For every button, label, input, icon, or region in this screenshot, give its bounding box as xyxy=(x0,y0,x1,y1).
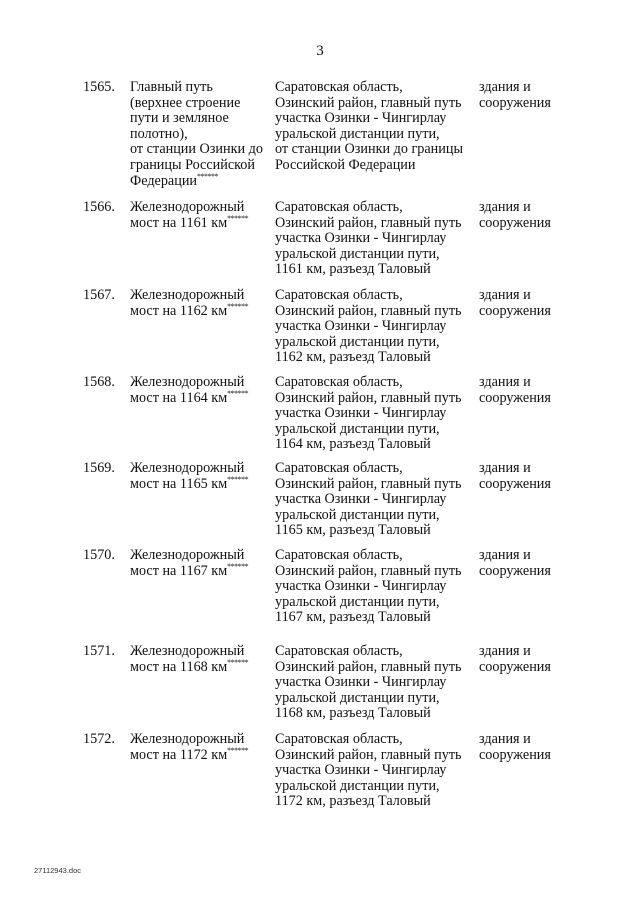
entry-type-line: здания и xyxy=(479,643,531,659)
entry-address-line: 1168 км, разъезд Таловый xyxy=(275,705,431,722)
footnote-marker: ****** xyxy=(197,171,219,181)
entry-type-line: здания и xyxy=(479,460,531,476)
entry-name-text: мост на 1172 км xyxy=(130,746,228,763)
entry-address-line: уральской дистанции пути, xyxy=(275,333,440,350)
entry-number: 1568. xyxy=(83,374,115,390)
entry-address-line: Озинский район, главный путь xyxy=(275,94,462,111)
entry-address-line: Саратовская область, xyxy=(275,287,403,303)
entry-address-line: 1172 км, разъезд Таловый xyxy=(275,793,431,810)
entry-address-line: Озинский район, главный путь xyxy=(275,214,462,231)
entry-name-line xyxy=(130,745,249,764)
entry-address-line: Саратовская область, xyxy=(275,374,403,390)
entry-address xyxy=(275,80,463,174)
entry-name xyxy=(130,288,248,319)
entry-name-line xyxy=(130,657,249,676)
page-number: 3 xyxy=(316,43,324,59)
entry-address-line: Озинский район, главный путь xyxy=(275,389,462,406)
entry-address-line: участка Озинки - Чингирлау xyxy=(275,110,447,127)
entry-name-text: Железнодорожный xyxy=(130,731,245,747)
entry-type-line: здания и xyxy=(479,547,531,563)
entry-address-line: Саратовская область, xyxy=(275,199,403,215)
entry-address-line: уральской дистанции пути, xyxy=(275,593,440,610)
entry-number: 1572. xyxy=(83,731,115,747)
entry-name-text: Федерации xyxy=(130,172,198,189)
entry-type-line: сооружения xyxy=(479,302,551,319)
entry-type-line: здания и xyxy=(479,287,531,303)
entry-type-line: сооружения xyxy=(479,658,551,675)
entry-address-line: Озинский район, главный путь xyxy=(275,475,462,492)
entry-address-line: участка Озинки - Чингирлау xyxy=(275,674,447,691)
entry-name-text: Железнодорожный xyxy=(130,199,245,215)
entry-type-line: здания и xyxy=(479,374,531,390)
entry-address xyxy=(275,461,462,539)
entry-name-text: Железнодорожный xyxy=(130,643,245,659)
entry-name-text: Железнодорожный xyxy=(130,287,245,303)
entry-name-text: от станции Озинки до xyxy=(130,141,263,158)
footnote-marker: ****** xyxy=(227,745,249,755)
entry-address-line: Озинский район, главный путь xyxy=(275,562,462,579)
entry-name-line xyxy=(130,142,263,158)
entry-type-line: сооружения xyxy=(479,562,551,579)
entry-address-line: участка Озинки - Чингирлау xyxy=(275,491,447,508)
entry-name-text: Железнодорожный xyxy=(130,547,245,563)
entry-type xyxy=(479,375,551,406)
entry-address-line: Саратовская область, xyxy=(275,460,403,476)
entry-address xyxy=(275,548,462,626)
entry-address-line: уральской дистанции пути, xyxy=(275,506,440,523)
entry-address-line: участка Озинки - Чингирлау xyxy=(275,578,447,595)
entry-address-line: 1167 км, разъезд Таловый xyxy=(275,609,431,626)
entry-name-text: пути и земляное xyxy=(130,110,229,127)
entry-address-line: участка Озинки - Чингирлау xyxy=(275,762,447,779)
entry-name xyxy=(130,80,263,189)
entry-type xyxy=(479,200,551,231)
entry-type xyxy=(479,732,551,763)
entry-name-line xyxy=(130,111,263,127)
entry-name-text: мост на 1164 км xyxy=(130,389,228,406)
entry-number: 1570. xyxy=(83,547,115,563)
entry-address-line: Озинский район, главный путь xyxy=(275,746,462,763)
document-footer: 27112943.doc xyxy=(34,866,81,875)
entry-name-line xyxy=(130,80,263,96)
entry-address-line: уральской дистанции пути, xyxy=(275,420,440,437)
entry-name xyxy=(130,644,248,675)
entry-type-line: здания и xyxy=(479,79,531,95)
entry-address-line: уральской дистанции пути, xyxy=(275,689,440,706)
entry-address-line: уральской дистанции пути, xyxy=(275,125,440,142)
entry-name-text: мост на 1165 км xyxy=(130,475,228,492)
entry-address-line: 1165 км, разъезд Таловый xyxy=(275,522,431,539)
entry-type-line: сооружения xyxy=(479,389,551,406)
entry-name-text: полотно), xyxy=(130,125,188,142)
footnote-marker: ****** xyxy=(227,301,249,311)
entry-address-line: 1162 км, разъезд Таловый xyxy=(275,349,431,366)
entry-address-line: Российской Федерации xyxy=(275,156,416,173)
entry-address xyxy=(275,288,462,366)
entry-name-line xyxy=(130,213,249,232)
entry-name-line xyxy=(130,171,263,190)
entry-name-text: Железнодорожный xyxy=(130,374,245,390)
entry-name xyxy=(130,200,248,231)
entry-name xyxy=(130,375,248,406)
entry-type-line: сооружения xyxy=(479,746,551,763)
entry-address-line: Саратовская область, xyxy=(275,547,403,563)
entry-name-line xyxy=(130,127,263,143)
entry-address-line: от станции Озинки до границы xyxy=(275,141,463,158)
entry-type-line: сооружения xyxy=(479,94,551,111)
entry-name-text: границы Российской xyxy=(130,156,255,173)
entry-address-line: уральской дистанции пути, xyxy=(275,245,440,262)
entry-type xyxy=(479,288,551,319)
entry-number: 1571. xyxy=(83,643,115,659)
entry-name-text: Железнодорожный xyxy=(130,460,245,476)
entry-address-line: Саратовская область, xyxy=(275,79,403,95)
entry-name-text: (верхнее строение xyxy=(130,94,241,111)
entry-name xyxy=(130,548,248,579)
footnote-marker: ****** xyxy=(227,213,249,223)
entry-name-text: Главный путь xyxy=(130,79,213,95)
entry-name xyxy=(130,461,248,492)
footnote-marker: ****** xyxy=(227,388,249,398)
entry-name-text: мост на 1168 км xyxy=(130,658,228,675)
entry-address-line: 1164 км, разъезд Таловый xyxy=(275,436,431,453)
entry-address-line: участка Озинки - Чингирлау xyxy=(275,405,447,422)
entry-number: 1566. xyxy=(83,199,115,215)
footnote-marker: ****** xyxy=(227,561,249,571)
entry-type xyxy=(479,644,551,675)
entry-name-line xyxy=(130,388,249,407)
entry-name xyxy=(130,732,248,763)
entry-address-line: Озинский район, главный путь xyxy=(275,302,462,319)
entry-address xyxy=(275,644,462,722)
entry-address xyxy=(275,375,462,453)
entry-name-text: мост на 1161 км xyxy=(130,214,228,231)
entry-address xyxy=(275,200,462,278)
entry-name-text: мост на 1167 км xyxy=(130,562,228,579)
entry-type-line: сооружения xyxy=(479,214,551,231)
entry-name-line xyxy=(130,96,263,112)
entry-type xyxy=(479,548,551,579)
entry-address xyxy=(275,732,462,810)
entry-name-line xyxy=(130,474,249,493)
entry-number: 1567. xyxy=(83,287,115,303)
entry-address-line: Озинский район, главный путь xyxy=(275,658,462,675)
entry-address-line: участка Озинки - Чингирлау xyxy=(275,318,447,335)
entry-name-line xyxy=(130,561,249,580)
entry-address-line: 1161 км, разъезд Таловый xyxy=(275,261,431,278)
entry-number: 1569. xyxy=(83,460,115,476)
entry-type-line: сооружения xyxy=(479,475,551,492)
entry-name-text: мост на 1162 км xyxy=(130,302,228,319)
footnote-marker: ****** xyxy=(227,657,249,667)
entry-address-line: участка Озинки - Чингирлау xyxy=(275,230,447,247)
entry-type xyxy=(479,80,551,111)
footnote-marker: ****** xyxy=(227,474,249,484)
entry-type xyxy=(479,461,551,492)
entry-name-line xyxy=(130,301,249,320)
entry-address-line: уральской дистанции пути, xyxy=(275,777,440,794)
entry-address-line: Саратовская область, xyxy=(275,643,403,659)
entry-type-line: здания и xyxy=(479,199,531,215)
entry-type-line: здания и xyxy=(479,731,531,747)
entry-address-line: Саратовская область, xyxy=(275,731,403,747)
entry-number: 1565. xyxy=(83,79,115,95)
